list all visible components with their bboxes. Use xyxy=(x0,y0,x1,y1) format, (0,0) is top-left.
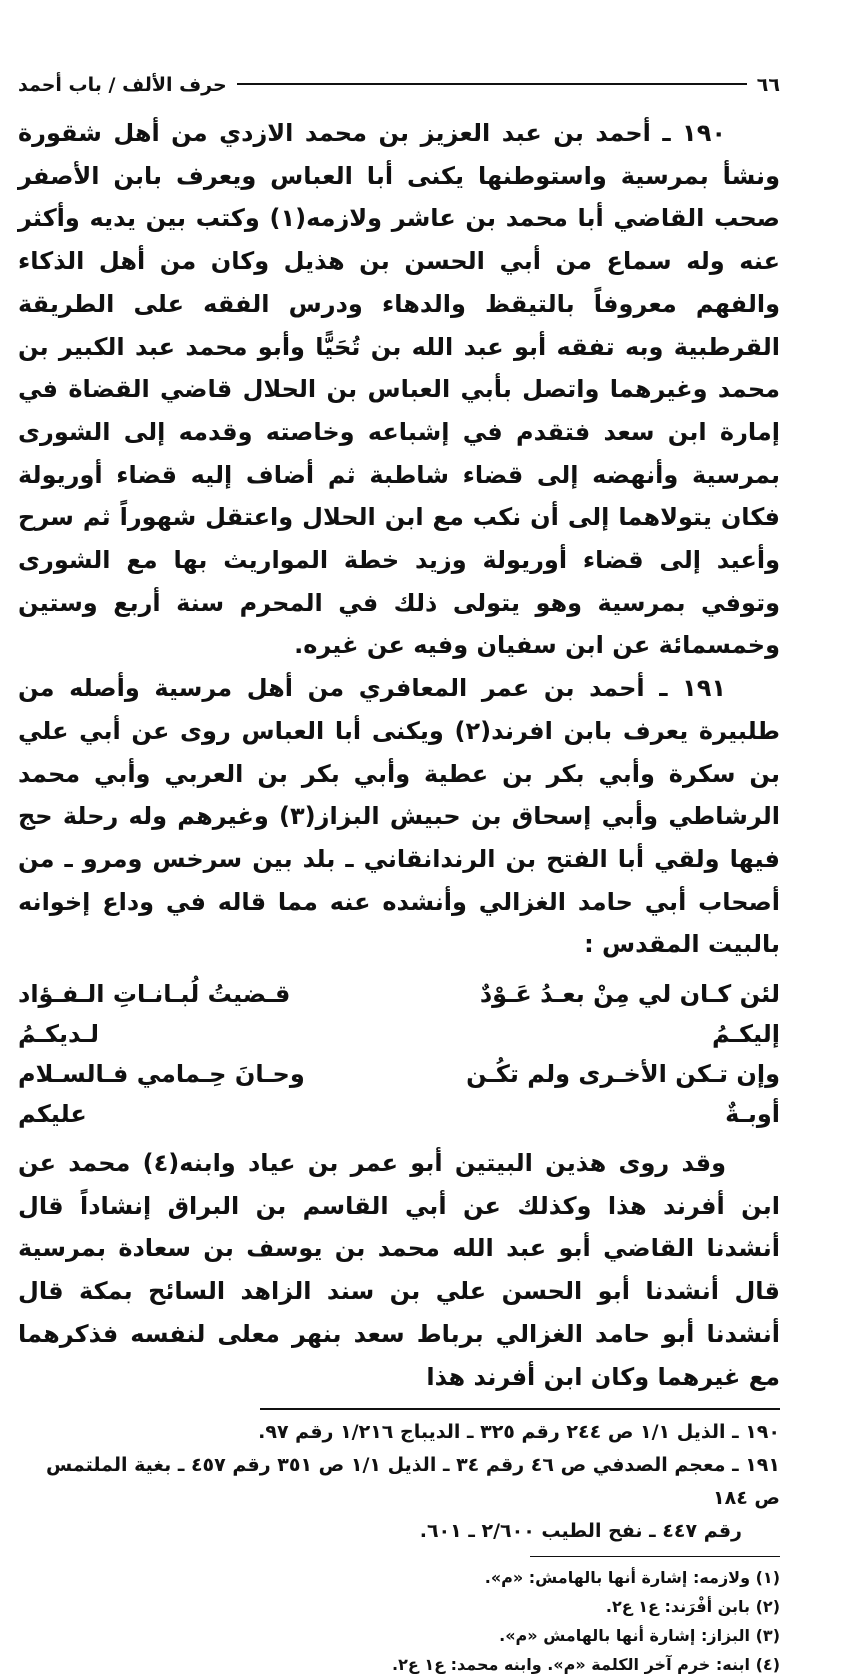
verse-1-first-hemistich: لئن كـان لي مِنْ بعـدُ عَـوْدٌ إليكـمُ xyxy=(479,980,780,1049)
verse-2-first-hemistich: وإن تـكن الأخـرى ولم تكُـن أوبـةٌ xyxy=(466,1060,780,1129)
footnote-4: (٤) ابنه: خرم آخر الكلمة «م». وابنه محمد: ع١ ع٢. xyxy=(391,1655,780,1675)
footnote-3: (٣) البزاز: إشارة أنها بالهامش «م». xyxy=(499,1626,780,1646)
entry-text: ـ أحمد بن عبد العزيز بن محمد الازدي من أهل شقورة ونشأ بمرسية واستوطنها يكنى أبا العباس ويعرف بابن الأصفر صحب القاضي أبا محمد بن عاشر ولازمه(١) وكتب بين يديه وأكثر عنه وله سماع من أبي الحسن بن هذيل وكان من أهل الذكاء والفهم معروفاً بالتيقظ والدهاء ودرس الفقه على الطريقة القرطبية وبه تفقه أبو عبد الله بن تُحَيًّا وأبو محمد عبد الكبير بن محمد وغيرهما واتصل بأبي العباس بن الحلال قاضي القضاة في إمارة ابن سعد فتقدم في إشباعه وخاصته وقدمه إلى الشورى بمرسية وأنهضه إلى قضاء شاطبة ثم أضاف إليه قضاء أوريولة فكان يتولاهما إلى أن نكب مع ابن الحلال واعتقل شهوراً ثم سرح وأعيد إلى قضاء أوريولة وزيد خطة المواريث بها مع الشورى وتوفي بمرسية وهو يتولى ذلك في المحرم سنة أربع وستين وخمسمائة عن ابن سفيان وفيه عن غيره. xyxy=(18,119,780,660)
page-number: ٦٦ xyxy=(756,74,780,96)
entry-number: ١٩١ xyxy=(682,674,727,703)
closing-paragraph: وقد روى هذين البيتين أبو عمر بن عياد وابنه(٤) محمد عن ابن أفرند هذا وكذلك عن أبي القاسم بن البراق إنشاداً قال أنشدنا القاضي أبو عبد الله محمد بن يوسف بن سعادة بمرسية قال أنشدنا أبو الحسن علي بن سند الزاهد السائح بمكة قال أنشدنا أبو حامد الغزالي برباط سعد بنهر معلى لنفسه فذكرهما مع غيرهما وكان ابن أفرند هذا xyxy=(18,1149,780,1391)
sources-section xyxy=(18,1416,780,1548)
entry-191 xyxy=(18,667,780,966)
entry-number: ١٩٠ xyxy=(682,119,726,147)
verse-1-second-hemistich: قـضيتُ لُبـانـاتِ الـفـؤاد لـديكـمُ xyxy=(18,980,291,1049)
verse-2-second-hemistich: وحـانَ حِـمامي فـالسـلام عليكم xyxy=(18,1060,305,1129)
source-191: ١٩١ ـ معجم الصدفي ص ٤٦ رقم ٣٤ ـ الذيل ١/١ ص ٣٥١ رقم ٤٥٧ ـ بغية الملتمس ص ١٨٤ xyxy=(45,1454,780,1510)
footnotes-section xyxy=(18,1563,780,1679)
footnotes-divider xyxy=(530,1556,780,1557)
page-header xyxy=(18,68,780,102)
source-191-continued: رقم ٤٤٧ ـ نفح الطيب ٢/٦٠٠ ـ ٦٠١. xyxy=(419,1520,742,1543)
source-190: ١٩٠ ـ الذيل ١/١ ص ٢٤٤ رقم ٣٢٥ ـ الديباج ١/٢١٦ رقم ٩٧. xyxy=(258,1421,780,1444)
running-title: حرف الألف / باب أحمد xyxy=(18,74,227,96)
footnote-1: (١) ولازمه: إشارة أنها بالهامش: «م». xyxy=(484,1568,780,1588)
footnote-2: (٢) بابن أفْرَند: ع١ ع٢. xyxy=(605,1597,780,1617)
entry-190 xyxy=(18,112,780,667)
header-rule xyxy=(237,83,747,85)
sources-divider xyxy=(260,1408,780,1410)
entry-text: ـ أحمد بن عمر المعافري من أهل مرسية وأصله من طلبيرة يعرف بابن افرند(٢) ويكنى أبا العباس روى عن أبي علي بن سكرة وأبي بكر بن عطية وأبي بكر بن العربي وأبي محمد الرشاطي وأبي إسحاق بن حبيش البزاز(٣) وغيرهم وله رحلة حج فيها ولقي أبا الفتح بن الرندانقاني ـ بلد بين سرخس ومرو ـ من أصحاب أبي حامد الغزالي وأنشده عنه مما قاله في وداع إخوانه بالبيت المقدس : xyxy=(18,674,780,959)
main-text xyxy=(18,112,780,1398)
book-page xyxy=(18,68,780,1679)
poem xyxy=(18,974,780,1134)
